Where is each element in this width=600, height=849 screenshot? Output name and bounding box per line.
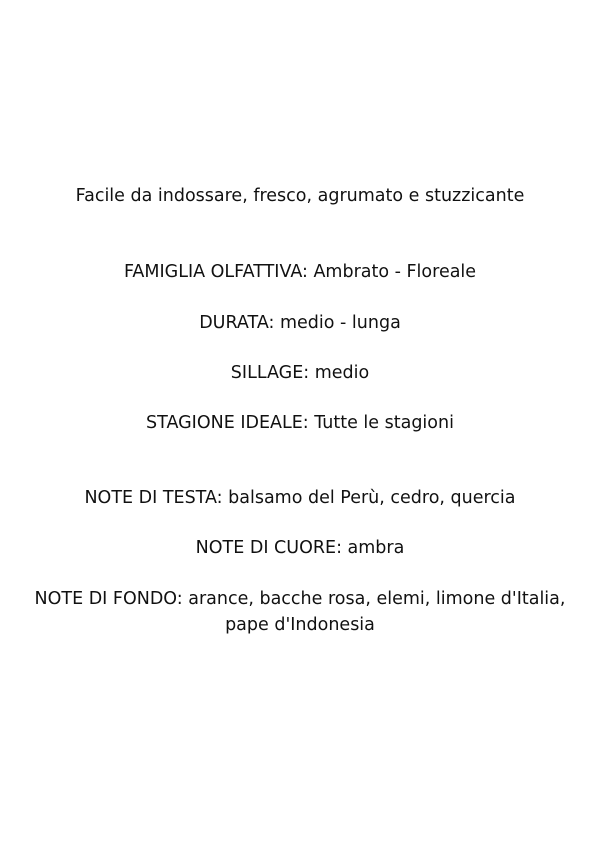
olfactory-family: FAMIGLIA OLFATTIVA: Ambrato - Floreale bbox=[123, 262, 477, 282]
ideal-season: STAGIONE IDEALE: Tutte le stagioni bbox=[146, 413, 454, 433]
sillage: SILLAGE: medio bbox=[230, 363, 370, 383]
heart-notes: NOTE DI CUORE: ambra bbox=[195, 538, 405, 558]
duration: DURATA: medio - lunga bbox=[199, 313, 401, 333]
top-notes: NOTE DI TESTA: balsamo del Perù, cedro, quercia bbox=[84, 488, 516, 508]
base-notes: NOTE DI FONDO: arance, bacche rosa, elemi, limone d'Italia, bbox=[34, 589, 566, 609]
product-tagline: Facile da indossare, fresco, agrumato e stuzzicante bbox=[75, 186, 525, 206]
base-notes-continued: pape d'Indonesia bbox=[225, 615, 375, 635]
